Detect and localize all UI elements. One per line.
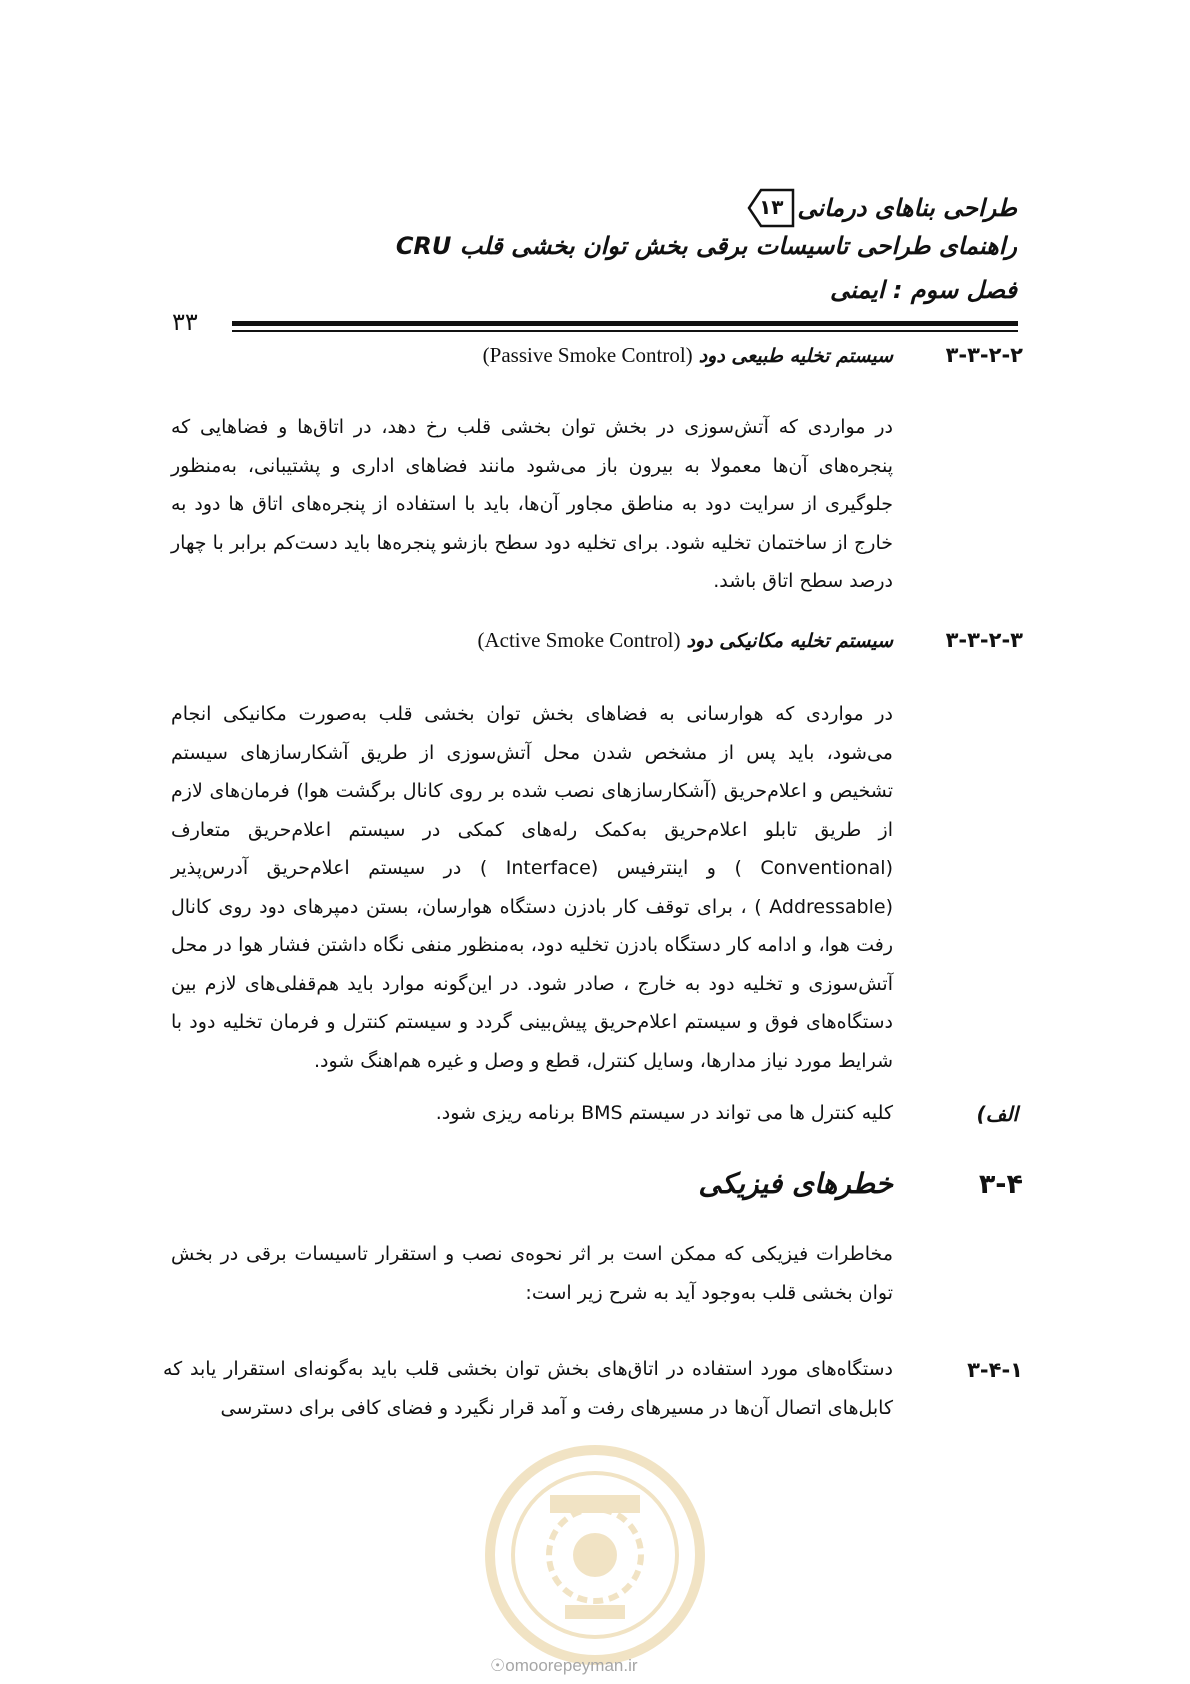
chapter-badge-number: ۱۳ [759, 195, 784, 219]
chapter-title: فصل سوم : ایمنی [830, 276, 1017, 304]
chapter-badge [747, 188, 795, 228]
section-title-fa: سیستم تخلیه مکانیکی دود [686, 630, 893, 652]
section-title [483, 343, 893, 368]
section-title-en: (Passive Smoke Control) [482, 343, 693, 367]
section-number: ۳-۴ [978, 1169, 1023, 1200]
watermark-seal-icon [480, 1435, 710, 1675]
list-item-text: کلیه کنترل ها می تواند در سیستم BMS برنامه ریزی شود. [435, 1102, 893, 1124]
watermark-url-text: omoorepeyman.ir [505, 1656, 638, 1675]
watermark-url: ☉omoorepeyman.ir [490, 1656, 638, 1675]
list-item-label: الف) [976, 1102, 1018, 1126]
book-title [747, 188, 1017, 228]
section-number: ۳-۴-۱ [967, 1358, 1023, 1382]
section-title [477, 628, 893, 653]
section-heading: خطرهای فیزیکی [698, 1167, 893, 1200]
header-divider-thin [232, 330, 1018, 332]
section-title-fa: سیستم تخلیه طبیعی دود [698, 345, 893, 367]
header-divider-thick [232, 321, 1018, 326]
paragraph: در مواردی که هوارسانی به فضاهای بخش توان بخشی قلب به‌صورت مکانیکی انجام می‌شود، باید پس از مشخص شدن محل آتش‌سوزی از طریق آشکارسازهای سیستم تشخیص و اعلام‌حریق (آشکارسازهای نصب شده بر روی کانال برگشت هوا) فرمان‌های لازم از طریق تابلو اعلام‌حریق به‌کمک رله‌های کمکی در سیستم اعلام‌حریق متعارف (Conventional ) و اینترفیس (Interface ) در سیستم اعلام‌حریق آدرس‌پذیر (Addressable ) ، برای توقف کار بادزن دستگاه هوارسان، بستن دمپرهای دود روی کانال رفت هوا، و ادامه کار دستگاه بادزن تخلیه دود، به‌منظور منفی نگاه داشتن فشار هوا در محل آتش‌سوزی و تخلیه دود به خارج ، صادر شود. در این‌گونه موارد باید هم‌قفلی‌های لازم بین دستگاه‌های فوق و سیستم اعلام‌حریق پیش‌بینی گردد و سیستم کنترل و فرمان تخلیه دود با شرایط مورد نیاز مدارها، وسایل کنترل، قطع و وصل و غیره هم‌اهنگ شود. [171, 703, 894, 1072]
page-number: ۳۳ [172, 308, 198, 336]
guide-title: راهنمای طراحی تاسیسات برقی بخش توان بخشی قلب CRU [395, 232, 1017, 260]
section-number: ۳-۳-۲-۲ [945, 343, 1023, 367]
book-title-text: طراحی بناهای درمانی [797, 194, 1017, 222]
section-title-en: (Active Smoke Control) [477, 628, 681, 652]
paragraph: مخاطرات فیزیکی که ممکن است بر اثر نحوه‌ی نصب و استقرار تاسیسات برقی در بخش توان بخشی قلب به‌وجود آید به شرح زیر است: [171, 1243, 893, 1304]
paragraph: در مواردی که آتش‌سوزی در بخش توان بخشی قلب رخ دهد، در اتاق‌ها و فضاهایی که پنجره‌های آن‌ها معمولا به بیرون باز می‌شود مانند فضاهای اداری و پشتیبانی، به‌منظور جلوگیری از سرایت دود به مناطق مجاور آن‌ها، باید با استفاده از پنجره‌های اتاق ها دود به خارج از ساختمان تخلیه شود. برای تخلیه دود سطح بازشو پنجره‌ها باید دست‌کم برابر با چهار درصد سطح اتاق باشد. [171, 416, 893, 592]
paragraph: دستگاه‌های مورد استفاده در اتاق‌های بخش توان بخشی قلب باید به‌گونه‌ای استقرار یابد که کابل‌های اتصال آن‌ها در مسیرهای رفت و آمد قرار نگیرد و فضای کافی برای دسترسی [163, 1358, 893, 1419]
section-number: ۳-۳-۲-۳ [945, 628, 1023, 652]
